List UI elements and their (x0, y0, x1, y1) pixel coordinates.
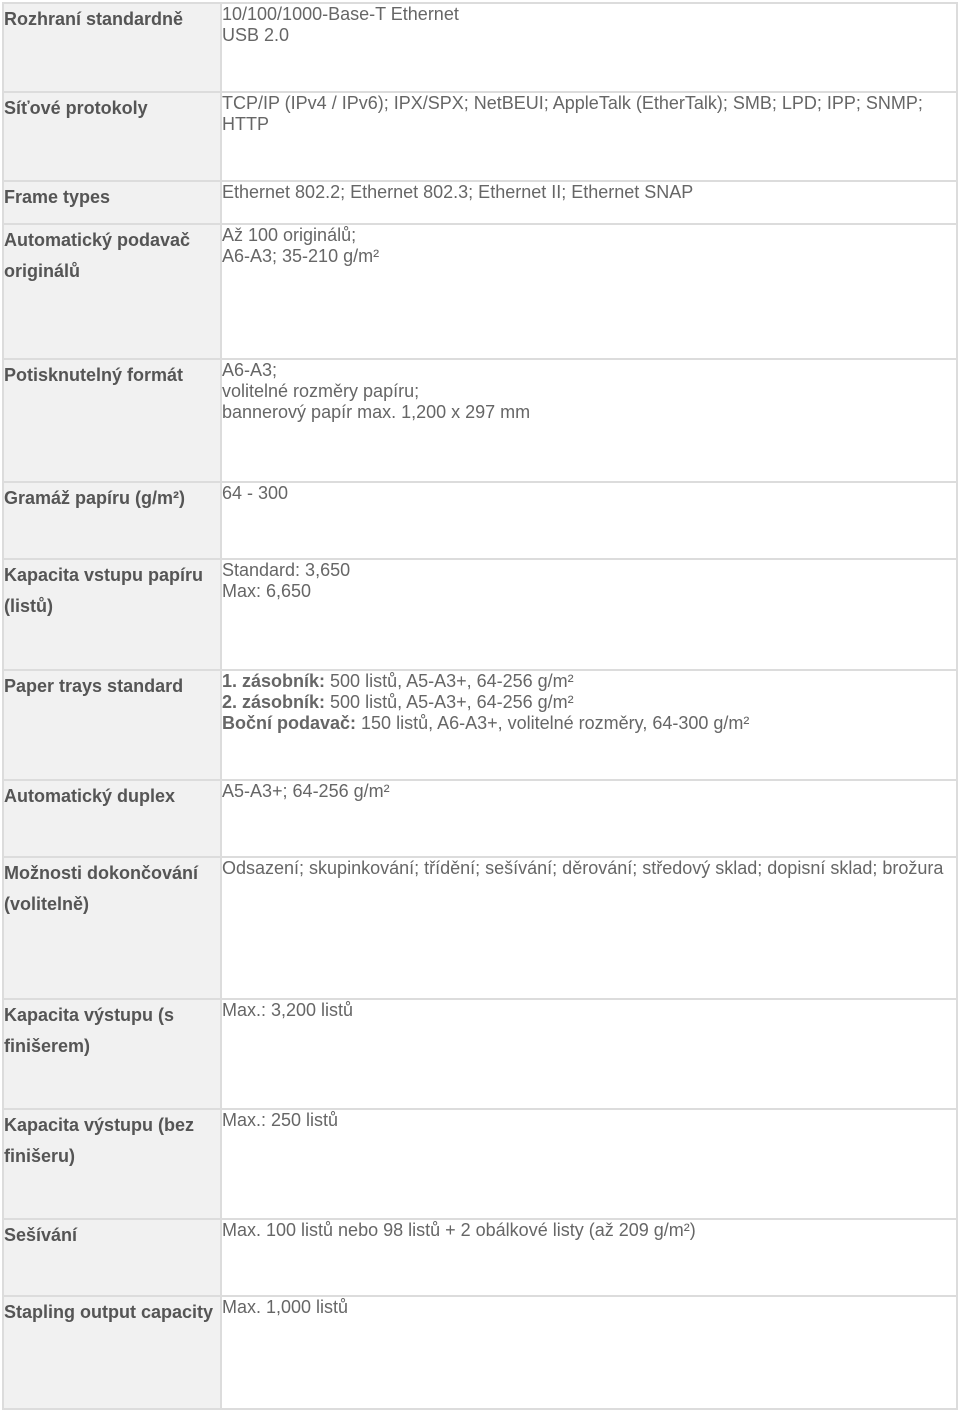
spec-label: Stapling output capacity (3, 1296, 221, 1409)
spec-label: Kapacita výstupu (bez finišeru) (3, 1109, 221, 1219)
spec-value-text: Max.: 250 listů (222, 1110, 339, 1130)
spec-value-line (222, 560, 956, 581)
spec-row (3, 1109, 957, 1219)
spec-label: Potisknutelný formát (3, 359, 221, 482)
spec-row (3, 359, 957, 482)
spec-row (3, 999, 957, 1109)
spec-value-text: USB 2.0 (222, 25, 290, 45)
spec-value (221, 3, 957, 92)
spec-value-text: Ethernet 802.2; Ethernet 802.3; Ethernet II; Ethernet SNAP (222, 182, 694, 202)
spec-row (3, 3, 957, 92)
spec-value-line (222, 692, 956, 713)
spec-label: Síťové protokoly (3, 92, 221, 181)
spec-value-line (222, 1000, 956, 1021)
spec-value-text: 500 listů, A5-A3+, 64-256 g/m² (325, 692, 574, 712)
spec-value-text: A5-A3+; 64-256 g/m² (222, 781, 390, 801)
spec-value-prefix: Boční podavač: (222, 713, 357, 733)
spec-value-text: Odsazení; skupinkování; třídění; sešívání; děrování; středový sklad; dopisní sklad; brožura (222, 858, 944, 878)
spec-value (221, 857, 957, 999)
spec-value-text: Max: 6,650 (222, 581, 312, 601)
spec-value-text: Max.: 3,200 listů (222, 1000, 354, 1020)
spec-value-line (222, 360, 956, 381)
spec-row (3, 670, 957, 780)
spec-value (221, 359, 957, 482)
spec-value-line (222, 671, 956, 692)
spec-value-prefix: 1. zásobník: (222, 671, 326, 691)
spec-value (221, 780, 957, 857)
spec-label: Gramáž papíru (g/m²) (3, 482, 221, 559)
spec-value (221, 92, 957, 181)
spec-value-line (222, 1220, 956, 1241)
spec-value-line (222, 858, 956, 879)
spec-value-text: Max. 1,000 listů (222, 1297, 349, 1317)
spec-value-line (222, 25, 956, 46)
spec-row (3, 1219, 957, 1296)
spec-value-text: 150 listů, A6-A3+, volitelné rozměry, 64-300 g/m² (356, 713, 750, 733)
spec-value (221, 1109, 957, 1219)
spec-value (221, 482, 957, 559)
spec-value-line (222, 1110, 956, 1131)
spec-row (3, 1296, 957, 1409)
spec-value-text: A6-A3; (222, 360, 278, 380)
spec-row (3, 92, 957, 181)
spec-row (3, 224, 957, 359)
spec-row (3, 857, 957, 999)
spec-value-text: Až 100 originálů; (222, 225, 357, 245)
spec-value (221, 999, 957, 1109)
spec-value-text: Standard: 3,650 (222, 560, 351, 580)
spec-value-text: TCP/IP (IPv4 / IPv6); IPX/SPX; NetBEUI; AppleTalk (EtherTalk); SMB; LPD; IPP; SNMP; HTTP (222, 93, 928, 134)
spec-value-line (222, 1297, 956, 1318)
specification-table (2, 2, 958, 1410)
spec-value-line (222, 581, 956, 602)
spec-label: Paper trays standard (3, 670, 221, 780)
spec-value-text: volitelné rozměry papíru; (222, 381, 420, 401)
spec-value-line (222, 402, 956, 423)
spec-label: Sešívání (3, 1219, 221, 1296)
spec-value-prefix: 2. zásobník: (222, 692, 326, 712)
spec-value-line (222, 182, 956, 203)
spec-row (3, 559, 957, 670)
spec-value-text: 64 - 300 (222, 483, 289, 503)
spec-label: Frame types (3, 181, 221, 224)
spec-label: Automatický duplex (3, 780, 221, 857)
spec-value-line (222, 246, 956, 267)
specification-table-body (3, 3, 957, 1409)
spec-label: Kapacita vstupu papíru (listů) (3, 559, 221, 670)
spec-value (221, 181, 957, 224)
spec-label: Možnosti dokončování (volitelně) (3, 857, 221, 999)
spec-value-line (222, 713, 956, 734)
spec-value-line (222, 781, 956, 802)
spec-value-line (222, 381, 956, 402)
spec-value-text: Max. 100 listů nebo 98 listů + 2 obálkové listy (až 209 g/m²) (222, 1220, 696, 1240)
spec-value-text: 500 listů, A5-A3+, 64-256 g/m² (325, 671, 574, 691)
spec-value (221, 559, 957, 670)
spec-row (3, 780, 957, 857)
spec-value (221, 1219, 957, 1296)
spec-value-line (222, 225, 956, 246)
spec-value (221, 224, 957, 359)
spec-row (3, 181, 957, 224)
spec-value-line (222, 93, 956, 135)
spec-value-text: bannerový papír max. 1,200 x 297 mm (222, 402, 531, 422)
spec-label: Kapacita výstupu (s finišerem) (3, 999, 221, 1109)
spec-value-text: A6-A3; 35-210 g/m² (222, 246, 380, 266)
spec-value (221, 670, 957, 780)
spec-label: Automatický podavač originálů (3, 224, 221, 359)
spec-value-line (222, 4, 956, 25)
spec-label: Rozhraní standardně (3, 3, 221, 92)
spec-value-line (222, 483, 956, 504)
spec-value-text: 10/100/1000-Base-T Ethernet (222, 4, 459, 24)
spec-value (221, 1296, 957, 1409)
spec-row (3, 482, 957, 559)
